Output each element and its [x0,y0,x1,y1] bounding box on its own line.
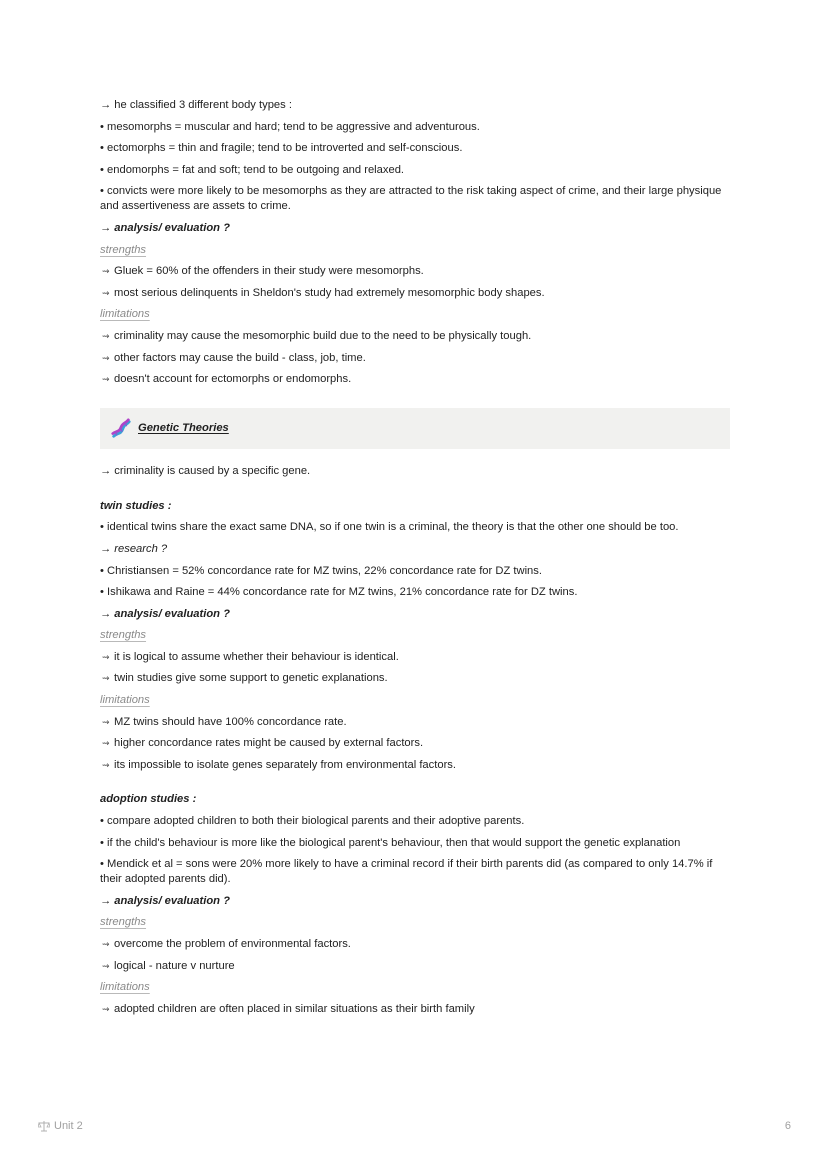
list-item: ⇝ other factors may cause the build - class, job, time. [102,351,366,364]
bullet-endomorphs: • endomorphs = fat and soft; tend to be outgoing and relaxed. [100,163,405,176]
list-item: ⇝ higher concordance rates might be caused by external factors. [102,737,424,750]
adoption-studies-heading: adoption studies : [100,793,197,806]
footer-label: Unit 2 [54,1120,83,1132]
list-item: ⇝ twin studies give some support to genetic explanations. [102,672,388,685]
adoption-bullet-mendick: • Mendick et al = sons were 20% more likely to have a criminal record if their birth parents did (as compared to only 14.7% if their adopted parents did). [100,858,713,886]
squiggle-arrow-icon: ⇝ [102,960,110,971]
squiggle-arrow-icon: ⇝ [102,1003,110,1014]
limitations-label: limitations [100,308,150,321]
adoption-bullet: • compare adopted children to both their biological parents and their adoptive parents. [100,815,525,828]
page-number: 6 [784,1120,791,1132]
evaluation-heading: → analysis/ evaluation ? [100,894,230,907]
list-item: ⇝ criminality may cause the mesomorphic build due to the need to be physically tough. [102,329,532,342]
strengths-label: strengths [100,629,147,642]
bullet-ectomorphs: • ectomorphs = thin and fragile; tend to be introverted and self-conscious. [100,142,463,155]
squiggle-arrow-icon: ⇝ [102,374,110,385]
limitations-label: limitations [100,981,150,994]
bullet-convicts: • convicts were more likely to be mesomorphs as they are attracted to the risk taking aspect of crime, and their large physique and assertiveness are assets to crime. [100,185,722,213]
list-item: ⇝ MZ twins should have 100% concordance rate. [102,715,347,728]
squiggle-arrow-icon: ⇝ [102,266,110,277]
evaluation-heading: → analysis/ evaluation ? [100,221,230,234]
bullet-mesomorphs: • mesomorphs = muscular and hard; tend to be aggressive and adventurous. [100,120,480,133]
callout-title: Genetic Theories [138,422,229,435]
squiggle-arrow-icon: ⇝ [102,939,110,949]
twin-bullet: • identical twins share the exact same DNA, so if one twin is a criminal, the theory is that the other one should be too. [100,521,679,534]
squiggle-arrow-icon: ⇝ [102,287,110,298]
list-item: ⇝ doesn't account for ectomorphs or endomorphs. [102,373,352,386]
strengths-label: strengths [100,916,147,929]
squiggle-arrow-icon: ⇝ [102,716,110,727]
squiggle-arrow-icon: ⇝ [102,673,110,684]
footer-unit-label [38,1120,83,1132]
list-item: ⇝ most serious delinquents in Sheldon's study had extremely mesomorphic body shapes. [102,286,545,299]
twin-studies-heading: twin studies : [100,499,172,512]
adoption-bullet: • if the child's behaviour is more like the biological parent's behaviour, then that would support the genetic explanation [100,836,681,849]
genetic-theories-callout [100,408,730,449]
squiggle-arrow-icon: ⇝ [102,759,110,770]
list-item: ⇝ logical - nature v nurture [102,959,235,972]
research-ishikawa-raine: • Ishikawa and Raine = 44% concordance rate for MZ twins, 21% concordance rate for DZ twins. [100,586,578,599]
research-christiansen: • Christiansen = 52% concordance rate for MZ twins, 22% concordance rate for DZ twins. [100,564,542,577]
list-item: ⇝ Gluek = 60% of the offenders in their study were mesomorphs. [102,265,424,278]
evaluation-heading: → analysis/ evaluation ? [100,607,230,620]
squiggle-arrow-icon: ⇝ [102,352,110,363]
squiggle-arrow-icon: ⇝ [102,651,110,662]
body-types-intro: → he classified 3 different body types : [100,99,292,111]
list-item: ⇝ adopted children are often placed in similar situations as their birth family [102,1002,475,1015]
limitations-label: limitations [100,694,150,707]
strengths-label: strengths [100,243,147,256]
research-heading: → research ? [100,542,168,555]
genetic-intro: → criminality is caused by a specific gene. [100,465,311,478]
list-item: ⇝ it is logical to assume whether their behaviour is identical. [102,650,399,663]
list-item: ⇝ its impossible to isolate genes separately from environmental factors. [102,758,456,771]
squiggle-arrow-icon: ⇝ [102,330,110,341]
document-page [100,98,730,1023]
list-item: ⇝ overcome the problem of environmental factors. [102,938,351,950]
squiggle-arrow-icon: ⇝ [102,738,110,749]
dna-icon [110,418,132,440]
scales-icon [38,1120,50,1132]
